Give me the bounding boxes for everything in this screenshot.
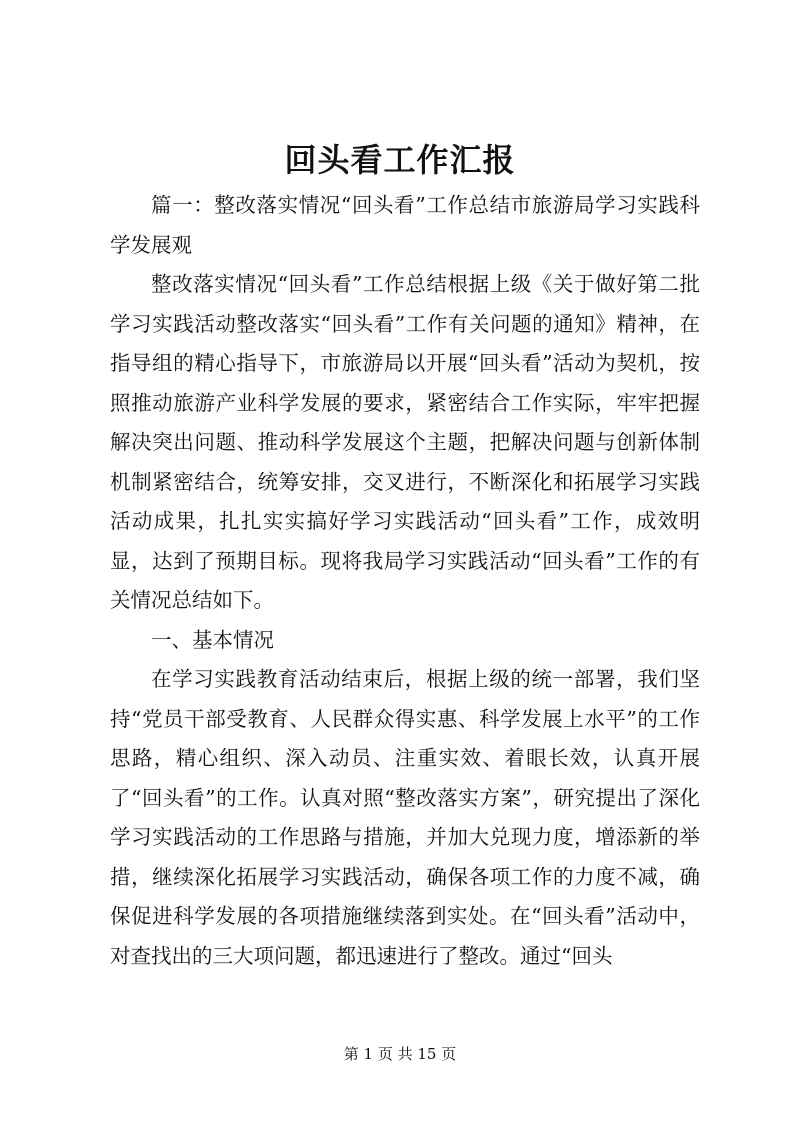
- body-paragraph: 在学习实践教育活动结束后，根据上级的统一部署，我们坚持“党员干部受教育、人民群众得实惠、科学发展上水平”的工作思路，精心组织、深入动员、注重实效、着眼长效，认真开展了“回头看”的工作。认真对照“整改落实方案”，研究提出了深化学习实践活动的工作思路与措施，并加大兑现力度，增添新的举措，继续深化拓展学习实践活动，确保各项工作的力度不减，确保促进科学发展的各项措施继续落到实处。在“回头看”活动中，对查找出的三大项问题，都迅速进行了整改。通过“回头: [110, 667, 700, 968]
- section-heading-basic-situation: 一、基本情况: [151, 627, 274, 652]
- page-footer: 第 1 页 共 15 页: [343, 1045, 457, 1063]
- section-heading-paragraph: 篇一：整改落实情况“回头看”工作总结市旅游局学习实践科学发展观: [110, 193, 700, 257]
- body-paragraph: 整改落实情况“回头看”工作总结根据上级《关于做好第二批学习实践活动整改落实“回头看”工作有关问题的通知》精神，在指导组的精心指导下，市旅游局以开展“回头看”活动为契机，按照推动旅游产业科学发展的要求，紧密结合工作实际，牢牢把握解决突出问题、推动科学发展这个主题，把解决问题与创新体制机制紧密结合，统筹安排，交叉进行，不断深化和拓展学习实践活动成果，扎扎实实搞好学习实践活动“回头看”工作，成效明显，达到了预期目标。现将我局学习实践活动“回头看”工作的有关情况总结如下。: [110, 272, 700, 612]
- document-body: [110, 186, 700, 976]
- document-title: 回头看工作汇报: [284, 141, 516, 179]
